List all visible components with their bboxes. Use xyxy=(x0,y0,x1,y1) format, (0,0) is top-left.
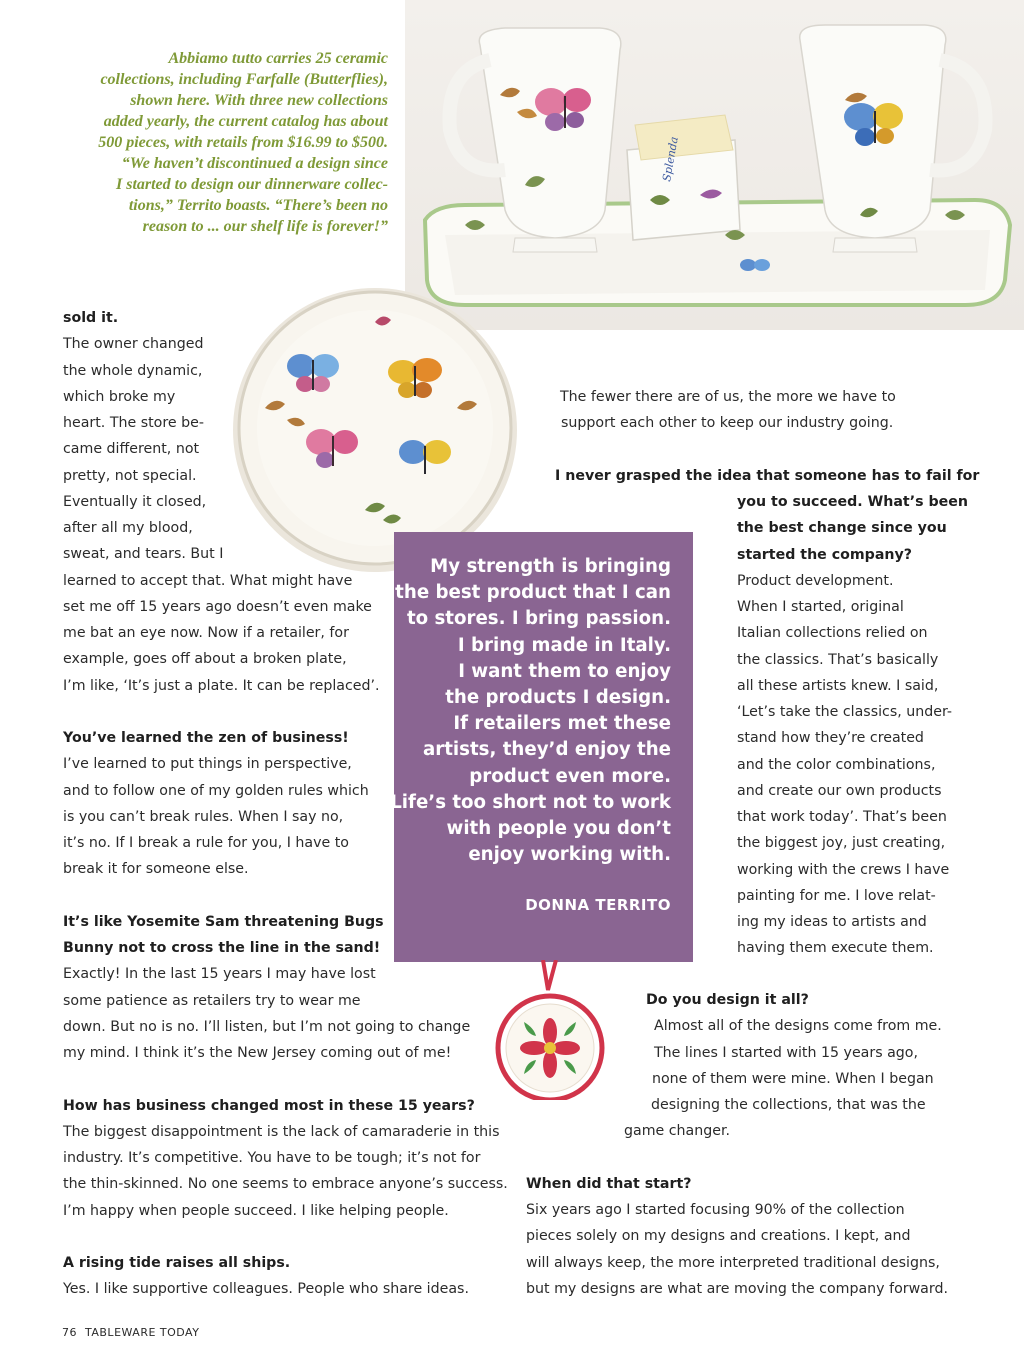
text-line: Yes. I like supportive colleagues. People who share ideas. xyxy=(63,1281,469,1298)
text-line: sweat, and tears. But I xyxy=(63,546,224,563)
question-line: I never grasped the idea that someone has to fail for xyxy=(555,467,980,484)
caption-line: tions,” Territo boasts. “There’s been no xyxy=(128,197,388,214)
page-footer xyxy=(62,1326,199,1339)
text-line: The owner changed xyxy=(63,336,204,353)
caption-line: 500 pieces, with retails from $16.99 to $500. xyxy=(98,134,388,151)
question-line: sold it. xyxy=(63,310,119,326)
text-line: will always keep, the more interpreted traditional designs, xyxy=(526,1254,940,1271)
text-line: some patience as retailers try to wear me xyxy=(63,992,361,1009)
pull-quote-line: I want them to enjoy xyxy=(458,660,671,682)
text-line: the whole dynamic, xyxy=(63,362,203,379)
text-line: Six years ago I started focusing 90% of the collection xyxy=(526,1202,905,1218)
question-line: you to succeed. What’s been xyxy=(737,494,968,510)
text-line: pretty, not special. xyxy=(63,467,197,484)
question-line: How has business changed most in these 15 years? xyxy=(63,1097,475,1114)
text-line: that work today’. That’s been xyxy=(737,809,947,825)
ornament-photo xyxy=(488,960,612,1100)
question-line: started the company? xyxy=(737,546,912,563)
caption-line: shown here. With three new collections xyxy=(130,92,388,109)
text-line: The fewer there are of us, the more we have to xyxy=(560,389,896,405)
text-line: and the color combinations, xyxy=(737,756,936,773)
pull-quote-line: the products I design. xyxy=(445,687,671,708)
text-line: break it for someone else. xyxy=(63,861,249,878)
text-line: and to follow one of my golden rules which xyxy=(63,782,369,799)
pull-quote-line: My strength is bringing xyxy=(430,556,671,577)
question-line: It’s like Yosemite Sam threatening Bugs xyxy=(63,913,384,930)
text-line: came different, not xyxy=(63,441,200,458)
text-line: support each other to keep our industry going. xyxy=(561,415,894,432)
pull-quote-line: to stores. I bring passion. xyxy=(406,608,671,630)
text-line: set me off 15 years ago doesn’t even make xyxy=(63,598,372,615)
text-line: I’m happy when people succeed. I like helping people. xyxy=(63,1202,449,1219)
caption-line: Abbiamo tutto carries 25 ceramic xyxy=(168,50,388,67)
text-line: painting for me. I love relat- xyxy=(737,887,936,904)
pull-quote-line: with people you don’t xyxy=(446,818,671,839)
text-line: my mind. I think it’s the New Jersey coming out of me! xyxy=(63,1045,452,1061)
ornament-illustration xyxy=(488,960,612,1100)
text-line: Almost all of the designs come from me. xyxy=(654,1018,942,1035)
text-line: I’ve learned to put things in perspective, xyxy=(63,756,352,773)
text-line: heart. The store be- xyxy=(63,415,204,431)
text-line: but my designs are what are moving the company forward. xyxy=(526,1280,948,1297)
pull-quote-line: enjoy working with. xyxy=(468,844,671,866)
text-line: after all my blood, xyxy=(63,520,193,536)
text-line: the biggest joy, just creating, xyxy=(737,835,946,852)
flower-icon xyxy=(520,1018,580,1078)
packet-label: Splenda xyxy=(660,135,681,183)
text-line: none of them were mine. When I began xyxy=(652,1070,934,1087)
caption-line: reason to ... our shelf life is forever!” xyxy=(142,218,388,235)
text-line: ‘Let’s take the classics, under- xyxy=(737,704,953,720)
question-line: A rising tide raises all ships. xyxy=(63,1255,291,1271)
caption-line: I started to design our dinnerware collec- xyxy=(115,176,388,193)
text-line: it’s no. If I break a rule for you, I have to xyxy=(63,835,349,851)
text-line: ing my ideas to artists and xyxy=(737,914,927,930)
left-mug-foot xyxy=(513,238,597,252)
question-line: You’ve learned the zen of business! xyxy=(63,730,349,746)
question-line: Do you design it all? xyxy=(646,992,809,1008)
text-line: Eventually it closed, xyxy=(63,493,207,510)
pull-quote-line: the best product that I can xyxy=(395,582,671,604)
text-line: When I started, original xyxy=(737,599,904,615)
text-line: the thin-skinned. No one seems to embrace anyone’s success. xyxy=(63,1176,508,1193)
photo-caption xyxy=(60,48,388,237)
text-line: game changer. xyxy=(624,1123,731,1140)
text-line: industry. It’s competitive. You have to be tough; it’s not for xyxy=(63,1150,481,1166)
page-number: 76 xyxy=(62,1326,77,1339)
pull-quote-line: product even more. xyxy=(469,765,671,787)
text-line: Exactly! In the last 15 years I may have lost xyxy=(63,966,376,983)
text-line: down. But no is no. I’ll listen, but I’m not going to change xyxy=(63,1018,471,1035)
text-line: is you can’t break rules. When I say no, xyxy=(63,808,344,825)
text-line: which broke my xyxy=(63,388,176,405)
text-line: Italian collections relied on xyxy=(737,625,928,642)
text-line: learned to accept that. What might have xyxy=(63,572,353,589)
text-line: stand how they’re created xyxy=(737,730,924,747)
caption-line: added yearly, the current catalog has about xyxy=(103,113,388,130)
text-line: having them execute them. xyxy=(737,940,934,957)
caption-line: “We haven’t discontinued a design since xyxy=(121,155,388,172)
pull-quote-line: If retailers met these xyxy=(453,713,671,735)
ornament-ribbon xyxy=(543,960,556,990)
magazine-name: TABLEWARE TODAY xyxy=(85,1326,200,1339)
text-line: Product development. xyxy=(737,572,894,589)
pull-quote-line: artists, they’d enjoy the xyxy=(422,739,671,761)
text-line: the classics. That’s basically xyxy=(737,651,939,668)
question-line: the best change since you xyxy=(737,520,947,537)
text-line: The lines I started with 15 years ago, xyxy=(654,1044,918,1061)
text-line: working with the crews I have xyxy=(737,861,950,878)
text-line: The biggest disappointment is the lack of camaraderie in this xyxy=(63,1123,500,1140)
pull-quote-box xyxy=(390,532,693,962)
pull-quote-line: Life’s too short not to work xyxy=(390,791,671,813)
text-line: I’m like, ‘It’s just a plate. It can be replaced’. xyxy=(63,677,380,694)
caption-line: collections, including Farfalle (Butterflies), xyxy=(100,71,388,88)
question-line: Bunny not to cross the line in the sand! xyxy=(63,940,381,956)
text-line: example, goes off about a broken plate, xyxy=(63,651,347,668)
question-line: When did that start? xyxy=(526,1175,692,1192)
pull-quote-line: I bring made in Italy. xyxy=(457,634,671,656)
text-line: pieces solely on my designs and creations. I kept, and xyxy=(526,1228,911,1245)
text-line: me bat an eye now. Now if a retailer, for xyxy=(63,625,349,641)
pull-quote-author: DONNA TERRITO xyxy=(525,896,671,914)
text-line: and create our own products xyxy=(737,782,942,799)
right-mug-foot xyxy=(833,238,917,252)
text-line: designing the collections, that was the xyxy=(651,1097,926,1113)
text-line: all these artists knew. I said, xyxy=(737,677,939,694)
